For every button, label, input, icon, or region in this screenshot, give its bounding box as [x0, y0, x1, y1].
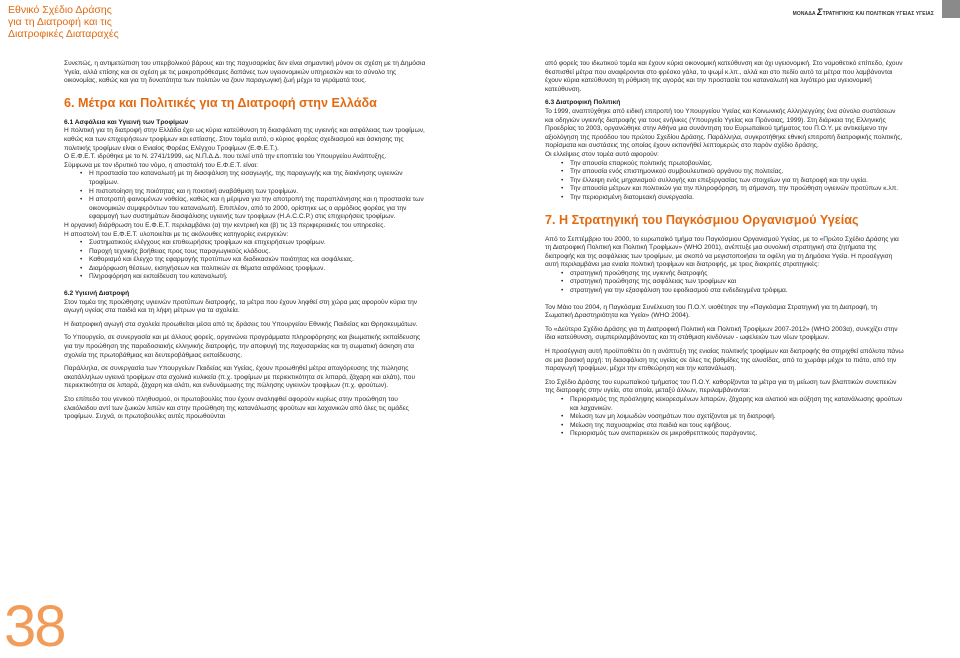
paragraph: Η οργανική διάρθρωση του Ε.Φ.Ε.Τ. περιλαμβάνει (α) την κεντρική και (β) τις 13 περιφερειακές του υπηρεσίες.	[64, 221, 386, 229]
bullet-list	[80, 239, 430, 282]
list-item: • Η αποτροπή φαινομένων νοθείας, καθώς και η μέριμνα για την αποτροπή της παραπλάνησης και η προστασία των οικονομικών συμφερόντων του καταναλωτή. Επιπλέον, από το 2000, ορίστηκε ως ο αρμόδιος φορέας για την εφαρμογή των συστημάτων διασφάλισης υγιεινής των τροφίμων (H.A.C.C.P.) στις επιχειρήσεις τροφίμων.	[80, 196, 430, 222]
paragraph: Παράλληλα, σε συνεργασία των Υπουργείων Παιδείας και Υγείας, έχουν προωθηθεί μέτρα απαγόρευσης της πώλησης ακατάλληλων υγιεινά τροφίμων στα σχολικά κυλικεία (π.χ. τροφίμων με περιεκτικότητα σε λιπαρά, ζάχαρη και αλάτι), που περιεκτικότητα σε λιπαρά, ζάχαρη και αλάτι, και ενδυνάμωσης της πώλησης υγιεινών τροφίμων (π.χ. φρούτων).	[64, 365, 416, 390]
section-heading: 6. Μέτρα και Πολιτικές για τη Διατροφή στην Ελλάδα	[64, 95, 377, 110]
paragraph: Το «Δεύτερο Σχέδιο Δράσης για τη Διατροφική Πολιτική και Πολιτική Τροφίμων 2007-2012» (WHO 2003α), συνεχίζει στην ίδια κατεύθυνση, συμπεριλαμβάνοντας και τη στάθμιση κινδύνων - ωφελειών των νέων τροφίμων.	[545, 325, 898, 342]
paragraph: Σύμφωνα με τον ιδρυτικό του νόμο, η αποστολή του Ε.Φ.Ε.Τ. είναι:	[64, 161, 259, 169]
bullet-list	[561, 270, 905, 296]
list-item: • Διαμόρφωση θέσεων, εισηγήσεων και πολιτικών σε θέματα ασφάλειας τροφίμων.	[80, 265, 430, 274]
left-column	[64, 60, 430, 427]
bullet-list	[561, 396, 905, 439]
bullet-list	[80, 170, 430, 222]
section-heading: 7. Η Στρατηγική του Παγκόσμιου Οργανισμού Υγείας	[545, 212, 859, 227]
list-item: • στρατηγική προώθησης της ασφάλειας των τροφίμων και	[561, 278, 905, 287]
document-title-line: Διατροφικές Διαταραχές	[8, 28, 119, 40]
list-item: • Μείωση της παχυσαρκίας στα παιδιά και τους εφήβους.	[561, 422, 905, 431]
paragraph: Η αποστολή του Ε.Φ.Ε.Τ. υλοποιείται με τις ακόλουθες κατηγορίες ενεργειών:	[64, 230, 289, 238]
paragraph: Από το Σεπτέμβριο του 2000, το ευρωπαϊκό τμήμα του Παγκόσμιου Οργανισμού Υγείας, με το «Πρώτο Σχέδιο Δράσης για τη Διατροφική Πολιτική και Πολιτική Τροφίμων» (WHO 2001), ανέπτυξε μια συνολική στρατηγική στα ζητήματα της διατροφής και της ασφάλειας των τροφίμων, με σκοπό να μεγιστοποιήσει τα οφέλη για τη Δημόσια Υγεία. Η προσέγγιση αυτή περιλαμβάνει μια ενιαία πολιτική τροφίμων και διατροφής, με τρεις διακριτές στρατηγικές:	[545, 235, 899, 269]
bullet-list	[561, 160, 905, 203]
list-item: • Την περιορισμένη διατομεακή συνεργασία.	[561, 194, 905, 203]
list-item: • Η προστασία του καταναλωτή με τη διασφάλιση της εισαγωγής, της παραγωγής και της διακίνησης υγιεινών τροφίμων.	[80, 170, 430, 187]
list-item: • στρατηγική προώθησης της υγιεινής διατροφής	[561, 270, 905, 279]
list-item: • Την έλλειψη ενός μηχανισμού συλλογής και επεξεργασίας των στοιχείων για τη διατροφή και την υγεία.	[561, 177, 905, 186]
subsection-heading: 6.1 Ασφάλεια και Υγιεινή των Τροφίμων	[64, 118, 189, 126]
list-item: • Περιορισμός της πρόσληψης κεκορεσμένων λιπαρών, ζάχαρης και αλατιού και αύξηση της κατανάλωσης φρούτων και λαχανικών.	[561, 396, 905, 413]
list-item: • Συστηματικούς ελέγχους και επιθεωρήσεις τροφίμων και επιχειρήσεων τροφίμων.	[80, 239, 430, 248]
paragraph: Το 1999, αναπτύχθηκε από ειδική επιτροπή του Υπουργείου Υγείας και Κοινωνικής Αλληλεγγύης ένα σύνολο συστάσεων και οδηγιών υγιεινής διατροφής για τους ενήλικες (Υπουργείο Υγείας και Πρόνοιας, 1999). Στη διάρκεια της Ελληνικής Προεδρίας το 2003, οργανώθηκε στην Αθήνα μια συνάντηση του Ευρωπαϊκού τμήματος του Π.Ο.Υ. με αντικείμενο την αξιολόγηση της προόδου του πρώτου Σχεδίου Δράσης. Παράλληλα, συγκροτήθηκε εθνική επιτροπή διατροφικής πολιτικής, πορίσματα και συστάσεις της οποίας έχουν εκπονήθεί λεπτομερώς στο παρόν σχέδιο δράσης.	[545, 107, 903, 150]
paragraph: Συνεπώς, η αντιμετώπιση του υπερβολικού βάρους και της παχυσαρκίας δεν είναι σημαντική μόνον σε σχέση με τη Δημόσια Υγεία, αλλά επίσης και σε σχέση με τις μακροπρόθεσμες δαπάνες των υγειονομικών υπηρεσιών και το σύνολο της οικονομίας, καθώς και για τη δυνατότητα των πολιτών να ζουν παραγωγική ζωή μέχρι τα γεράματά τους.	[64, 60, 426, 85]
unit-header-prefix: ΜΟΝΑΔΑ	[792, 11, 818, 17]
list-item: • Μείωση των μη λοιμωδών νοσημάτων που σχετίζονται με τη διατροφή.	[561, 413, 905, 422]
subsection-heading: 6.3 Διατροφική Πολιτική	[545, 99, 621, 107]
paragraph: Οι ελλείψεις στον τομέα αυτό αφορούν:	[545, 150, 659, 158]
list-item: • Την απουσία επαρκούς πολιτικής πρωτοβουλίας.	[561, 160, 905, 169]
list-item: • στρατηγική για την εξασφάλιση του εφοδιασμού στα ενδεδειγμένα τρόφιμα.	[561, 287, 905, 296]
list-item: • Παροχή τεχνικής βοήθειας προς τους παραγωγικούς κλάδους.	[80, 248, 430, 257]
document-title-line: για τη Διατροφή και τις	[8, 16, 112, 28]
unit-header-initial: Σ	[817, 7, 823, 17]
paragraph: Το Υπουργείο, σε συνεργασία και με άλλους φορείς, οργανώνει προγράμματα πληροφόρησης και βιωματικής εκπαίδευσης για την προώθηση της παραδοσιακής ελληνικής διατροφής, την αποφυγή της παχυσαρκίας και τη σωματική άσκηση στα σχολεία της πρωτοβάθμιας και δευτεροβάθμιας εκπαίδευσης.	[64, 334, 421, 359]
list-item: • Την απουσία μέτρων και πολιτικών για την πληροφόρηση, τη σήμανση, την προώθηση υγιεινών προτύπων κ.λπ.	[561, 185, 905, 194]
paragraph: Η πολιτική για τη διατροφή στην Ελλάδα έχει ως κύρια κατεύθυνση τη διασφάλιση της υγιεινής και ασφάλειας των τροφίμων, καθώς και των επιχειρήσεων τροφίμων και εστίασης. Στον τομέα αυτό, ο κύριος φορέας σχεδιασμού και άσκησης της πολιτικής τροφίμων είναι ο Ενιαίος Φορέας Ελέγχου Τροφίμων (Ε.Φ.Ε.Τ.).	[64, 127, 425, 152]
list-item: • Η πιστοποίηση της ποιότητας και η ποιοτική αναβάθμιση των τροφίμων.	[80, 188, 430, 197]
paragraph: από φορείς του ιδιωτικού τομέα και έχουν κύρια οικονομική κατεύθυνση και όχι υγειονομική. Στο νομοθετικό επίπεδο, έχουν θεσπισθεί μέτρα που αναφέρονται στο φρέσκο γάλα, το ψωμί κ.λπ., αλλά και στο πεδίο αυτό τα μέτρα που λαμβάνονται έχουν κύρια κατεύθυνση τη ρύθμιση της αγοράς και την προστασία του καταναλωτή και λιγότερο μια υγειονομική κατεύθυνση.	[545, 60, 903, 93]
subsection-heading: 6.2 Υγιεινή Διατροφή	[64, 290, 130, 298]
paragraph: Στο Σχέδιο Δράσης του ευρωπαϊκού τμήματος του Π.Ο.Υ. καθορίζονται τα μέτρα για τη μείωση των βλαπτικών συνεπειών της διατροφής στην υγεία, στα οποία, μεταξύ άλλων, περιλαμβάνονται:	[545, 378, 897, 395]
document-title-line: Εθνικό Σχέδιο Δράσης	[8, 4, 112, 16]
right-column	[545, 60, 905, 439]
document-title	[8, 4, 268, 40]
paragraph: Η προσέγγιση αυτή προϋποθέτει ότι η ανάπτυξη της ενιαίας πολιτικής τροφίμων και διατροφής θα στηριχθεί απόλυτα πάνω σε μια βασική αρχή: τη διασφάλιση της υγείας σε όλες τις βαθμίδες της αλυσίδας, από το χωράφι μέχρι το πιάτο, από την παραγωγή τροφίμων, μέχρι την επιθεώρηση και την κατανάλωση.	[545, 348, 904, 373]
list-item: • Πληροφόρηση και εκπαίδευση του καταναλωτή.	[80, 273, 430, 282]
corner-tab	[942, 0, 960, 18]
unit-header-rest: ΤΡΑΤΗΓΙΚΗΣ ΚΑΙ ΠΟΛΙΤΙΚΩΝ ΥΓΕΙΑΣ ΥΓΕΙΑΣ	[822, 11, 934, 17]
list-item: • Την απουσία ενός επιστημονικού συμβουλευτικού οργάνου της πολιτείας.	[561, 168, 905, 177]
paragraph: Στον τομέα της προώθησης υγιεινών προτύπων διατροφής, τα μέτρα που έχουν ληφθεί στη χώρα μας αφορούν κύρια την αγωγή υγείας στα παιδιά και τη λήψη μέτρων για τα σχολεία.	[64, 298, 418, 315]
paragraph: Τον Μάιο του 2004, η Παγκόσμια Συνέλευση του Π.Ο.Υ. υιοθέτησε την «Παγκόσμια Στρατηγική για τη Διατροφή, τη Σωματική Δραστηριότητα και Υγεία» (WHO 2004).	[545, 303, 878, 320]
paragraph: Ο Ε.Φ.Ε.Τ. ιδρύθηκε με το Ν. 2741/1999, ως Ν.Π.Δ.Δ. που τελεί υπό την εποπτεία του Υπουργείου Ανάπτυξης.	[64, 153, 387, 161]
list-item: • Καθορισμό και έλεγχο της εφαρμογής προτύπων και διαδικασιών ποιότητας και ασφάλειας.	[80, 256, 430, 265]
list-item: • Περιορισμός των ανεπαρκειών σε μικροθρεπτικούς παράγοντες.	[561, 430, 905, 439]
unit-header	[793, 7, 934, 17]
paragraph: Στο επίπεδο του γενικού πληθυσμού, οι πρωτοβουλίες που έχουν αναληφθεί αφορούν κυρίως στην προώθηση του ελαιόλαδου αντί των ζωικών λιπών και στην προώθηση της κατανάλωσης φρούτων και λαχανικών από όλες τις ομάδες τροφίμων. Συχνά, οι πρωτοβουλίες αυτές προωθούνται	[64, 396, 409, 421]
page-number: 38	[4, 594, 65, 658]
paragraph: Η διατροφική αγωγή στα σχολεία προωθείται μέσα από τις δράσεις του Υπουργείου Εθνικής Παιδείας και Θρησκευμάτων.	[64, 320, 418, 328]
